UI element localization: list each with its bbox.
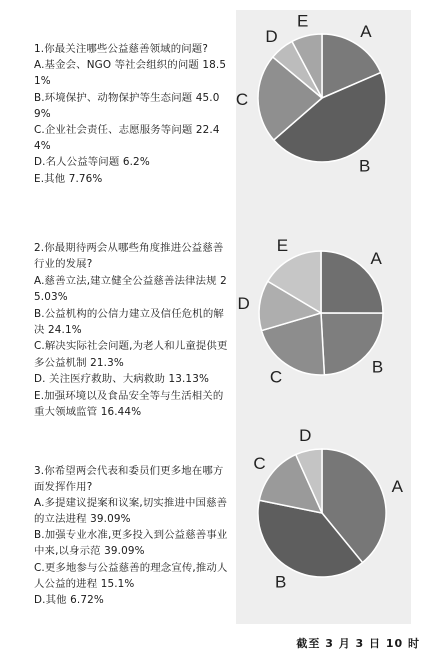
chart-panel-2 — [236, 215, 411, 427]
poll-option: B.加强专业水准,更多投入到公益慈善事业中来,以身示范 39.09% — [34, 529, 228, 558]
footer-date-note: 截至 3 月 3 日 10 时 — [296, 637, 420, 650]
pie-slice-label-b: B — [358, 156, 371, 176]
poll-block-2 — [0, 215, 436, 427]
poll-option: D. 关注医疗救助、大病救助 13.13% — [34, 373, 209, 386]
poll-option: E.加强环境以及食品安全等与生活相关的重大领域监管 16.44% — [34, 389, 224, 419]
pie-slice-label-d: D — [299, 425, 312, 445]
poll-option: C.解决实际社会问题,为老人和儿童提供更多公益机制 21.3% — [34, 340, 228, 369]
poll-option: B.环境保护、动物保护等生态问题 45.09% — [34, 91, 220, 120]
poll-block-3 — [0, 427, 436, 624]
chart-panel-3 — [236, 427, 411, 624]
pie-slice-label-a: A — [391, 477, 404, 497]
poll-text-1 — [34, 41, 229, 187]
pie-slice-label-b: B — [275, 572, 287, 592]
poll-option: D.名人公益等问题 6.2% — [34, 156, 150, 169]
poll-option: E.其他 7.76% — [34, 172, 103, 185]
pie-slice-label-d: D — [265, 26, 278, 46]
pie-slice-label-c: C — [269, 367, 283, 387]
poll-option: A.慈善立法,建立健全公益慈善法律法规 25.03% — [34, 274, 227, 304]
poll-question: 1.你最关注哪些公益慈善领域的问题? — [34, 43, 208, 55]
poll-question: 2.你最期待两会从哪些角度推进公益慈善行业的发展? — [34, 242, 224, 271]
pie-chart-1 — [236, 10, 411, 215]
pie-chart-2 — [236, 215, 411, 427]
poll-text-2 — [34, 240, 229, 420]
pie-slice-label-a: A — [370, 248, 382, 268]
pie-slice-label-e: E — [276, 236, 289, 256]
pie-slice-label-c: C — [253, 454, 266, 474]
pie-chart-3 — [236, 427, 411, 624]
pie-slice-label-c: C — [235, 89, 249, 109]
poll-question: 3.你希望两会代表和委员们更多地在哪方面发挥作用? — [34, 465, 224, 494]
poll-option: A.基金会、NGO 等社会组织的问题 18.51% — [34, 59, 227, 88]
poll-option: B.公益机构的公信力建立及信任危机的解决 24.1% — [34, 307, 224, 337]
poll-option: D.其他 6.72% — [34, 593, 104, 606]
pie-slice-label-a: A — [360, 22, 372, 42]
poll-text-3 — [34, 463, 229, 608]
poll-option: A.多提建议提案和议案,切实推进中国慈善的立法进程 39.09% — [34, 497, 228, 526]
pie-slice-label-d: D — [237, 294, 250, 314]
poll-option: C.更多地参与公益慈善的理念宣传,推动人人公益的进程 15.1% — [34, 561, 228, 590]
chart-panel-1 — [236, 10, 411, 215]
pie-slice-label-b: B — [371, 357, 384, 377]
poll-option: C.企业社会责任、志愿服务等问题 22.44% — [34, 124, 220, 153]
poll-block-1 — [0, 0, 436, 215]
pie-slice-label-e: E — [297, 11, 309, 31]
